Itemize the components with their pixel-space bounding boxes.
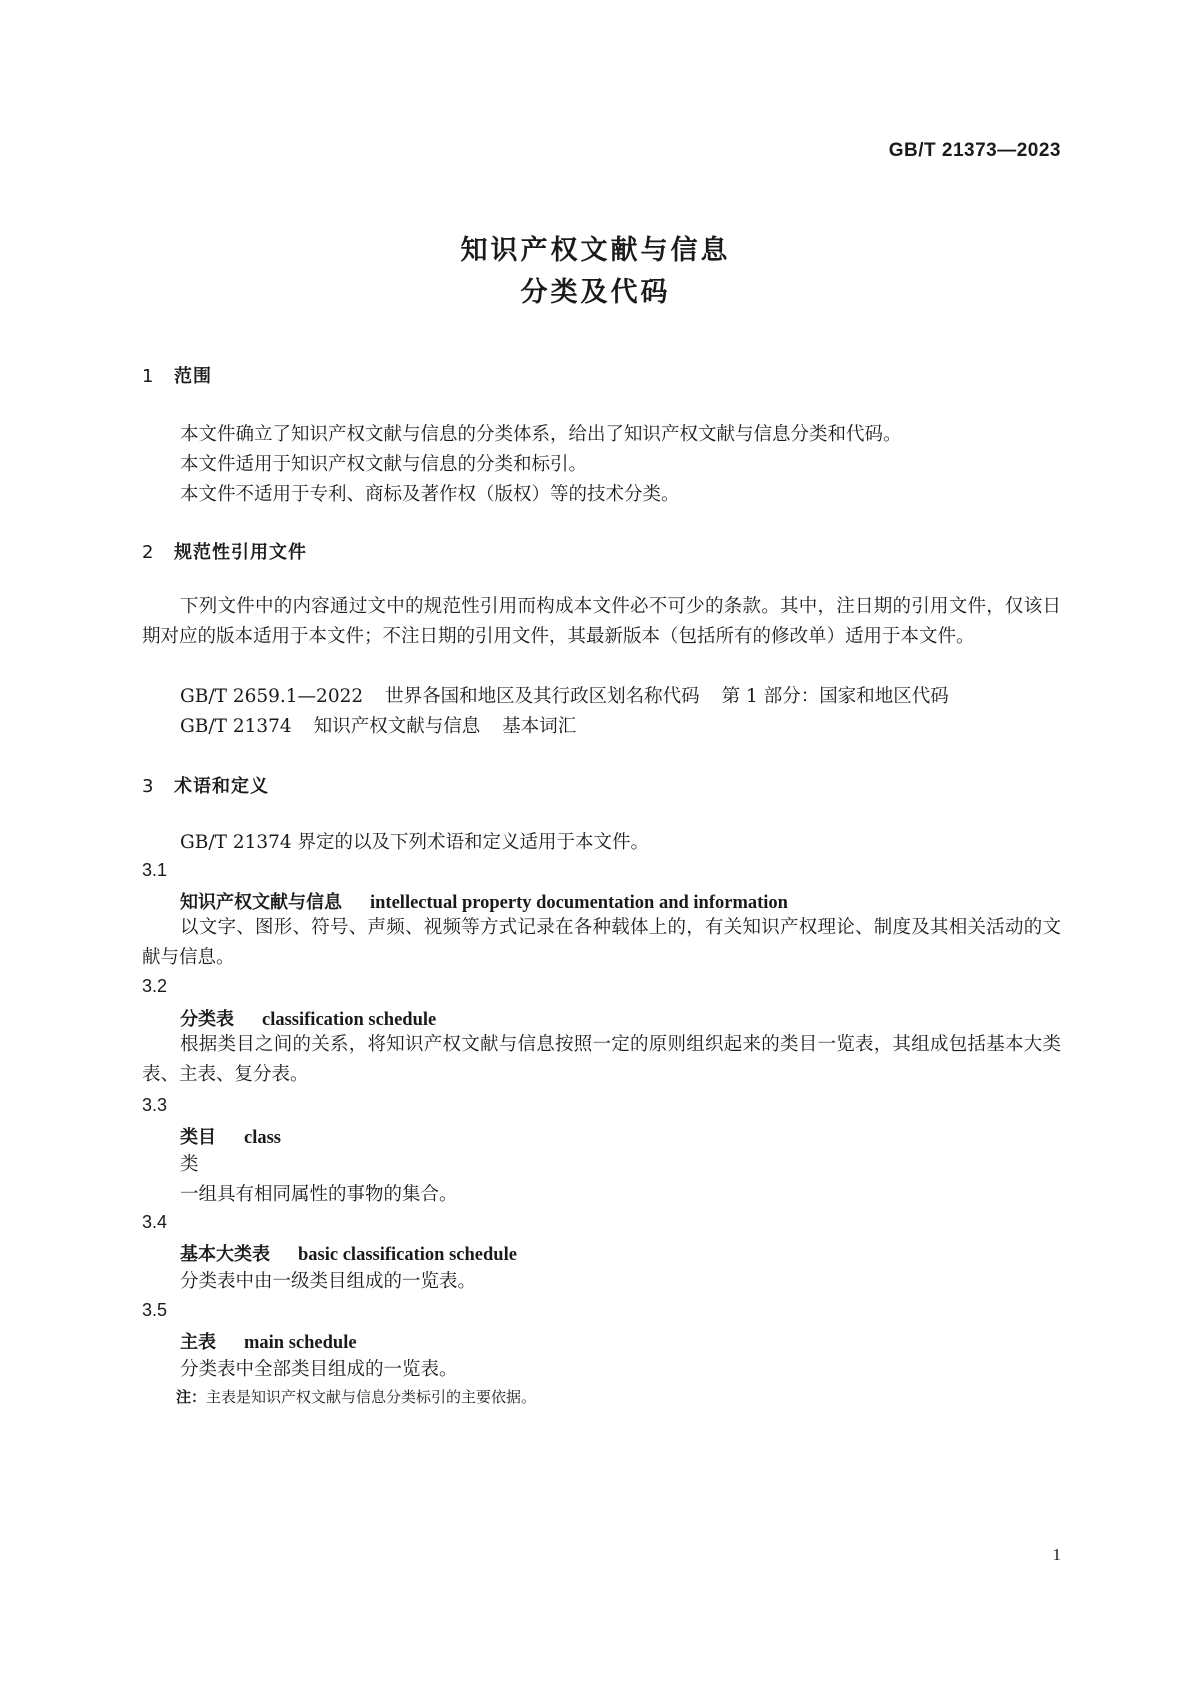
section-3-heading xyxy=(142,772,269,798)
term-en: classification schedule xyxy=(262,1010,437,1030)
section-title: 术语和定义 xyxy=(174,776,269,797)
term-note xyxy=(176,1386,536,1407)
section-number: 3 xyxy=(142,776,155,797)
term-definition: 分类表中由一级类目组成的一览表。 xyxy=(180,1271,477,1292)
section-title: 范围 xyxy=(174,366,212,387)
note-text: 主表是知识产权文献与信息分类标引的主要依据。 xyxy=(206,1388,537,1406)
term-en: basic classification schedule xyxy=(298,1245,517,1265)
term-zh: 分类表 xyxy=(180,1009,234,1030)
term-number: 3.5 xyxy=(142,1300,168,1320)
reference-part: 基本词汇 xyxy=(502,716,577,737)
term-entry xyxy=(180,1123,281,1149)
section-title: 规范性引用文件 xyxy=(174,542,307,563)
term-definition: 分类表中全部类目组成的一览表。 xyxy=(180,1359,458,1380)
reference-item-1 xyxy=(180,682,949,708)
term-entry xyxy=(180,1005,436,1031)
reference-code: GB/T 2659.1—2022 xyxy=(180,686,364,707)
reference-code: GB/T 21374 xyxy=(180,716,292,737)
terms-intro: GB/T 21374 界定的以及下列术语和定义适用于本文件。 xyxy=(180,832,650,853)
term-en: main schedule xyxy=(244,1333,357,1353)
section-1-heading xyxy=(142,362,212,388)
document-title-line1: 知识产权文献与信息 xyxy=(460,235,731,266)
reference-title: 世界各国和地区及其行政区划名称代码 xyxy=(385,686,700,707)
term-zh: 主表 xyxy=(180,1332,216,1353)
scope-paragraph-3: 本文件不适用于专利、商标及著作权（版权）等的技术分类。 xyxy=(180,484,680,505)
term-zh: 基本大类表 xyxy=(180,1244,270,1265)
term-entry xyxy=(180,1240,517,1266)
document-title-line2: 分类及代码 xyxy=(520,277,671,308)
term-entry xyxy=(180,888,788,914)
references-intro-paragraph: 下列文件中的内容通过文中的规范性引用而构成本文件必不可少的条款。其中，注日期的引用文件，仅该日期对应的版本适用于本文件；不注日期的引用文件，其最新版本（包括所有的修改单）适用于本文件。 xyxy=(142,596,1061,647)
term-en: class xyxy=(244,1128,281,1148)
term-zh: 类目 xyxy=(180,1127,216,1148)
term-number: 3.1 xyxy=(142,860,168,880)
reference-item-2 xyxy=(180,712,576,738)
note-label: 注： xyxy=(176,1388,207,1406)
term-number: 3.3 xyxy=(142,1095,168,1115)
scope-paragraph-2: 本文件适用于知识产权文献与信息的分类和标引。 xyxy=(180,454,588,475)
term-definition: 以文字、图形、符号、声频、视频等方式记录在各种载体上的，有关知识产权理论、制度及其相关活动的文献与信息。 xyxy=(142,917,1061,968)
term-number: 3.4 xyxy=(142,1212,168,1232)
term-admitted: 类 xyxy=(180,1154,199,1175)
term-zh: 知识产权文献与信息 xyxy=(180,892,342,913)
page-number: 1 xyxy=(1052,1545,1061,1564)
reference-title: 知识产权文献与信息 xyxy=(313,716,481,737)
term-definition: 根据类目之间的关系，将知识产权文献与信息按照一定的原则组织起来的类目一览表，其组成包括基本大类表、主表、复分表。 xyxy=(142,1034,1061,1085)
scope-paragraph-1: 本文件确立了知识产权文献与信息的分类体系，给出了知识产权文献与信息分类和代码。 xyxy=(180,424,902,445)
term-definition: 一组具有相同属性的事物的集合。 xyxy=(180,1184,458,1205)
section-number: 2 xyxy=(142,542,155,563)
term-en: intellectual property documentation and information xyxy=(370,893,788,913)
term-entry xyxy=(180,1328,357,1354)
reference-part: 第 1 部分：国家和地区代码 xyxy=(721,686,949,707)
term-number: 3.2 xyxy=(142,976,168,996)
section-number: 1 xyxy=(142,366,155,387)
standard-code: GB/T 21373—2023 xyxy=(888,140,1061,161)
section-2-heading xyxy=(142,538,307,564)
